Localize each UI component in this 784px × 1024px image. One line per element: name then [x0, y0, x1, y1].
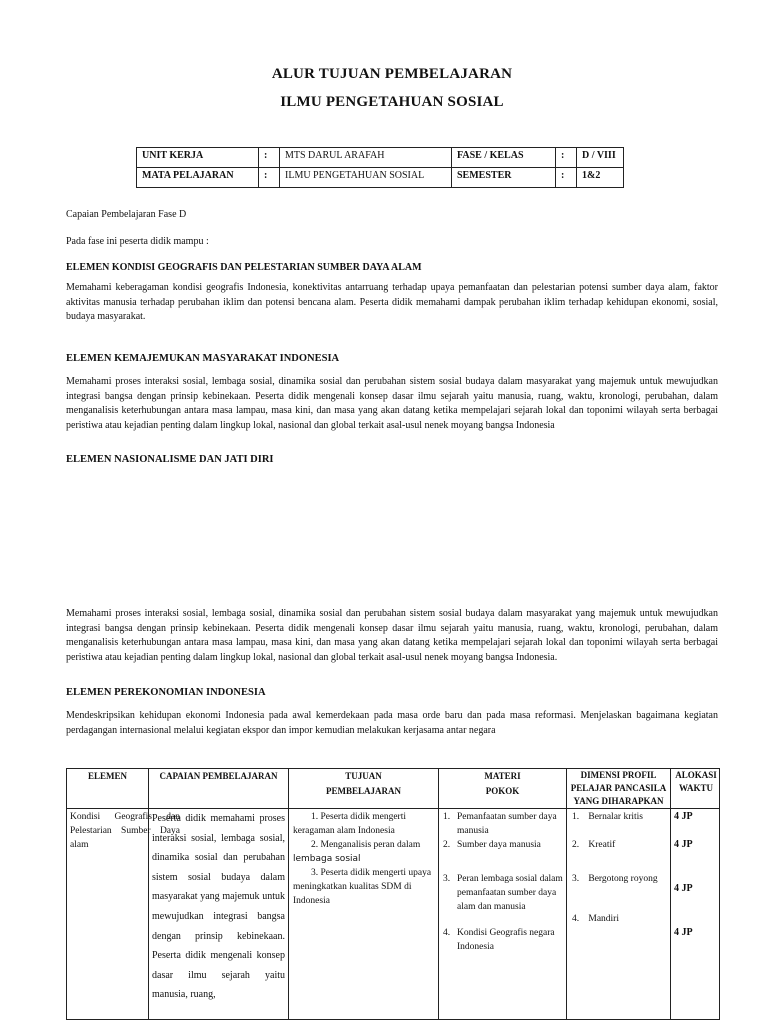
- tujuan-item: 1. Peserta didik mengerti keragaman alam Indonesia: [293, 812, 406, 836]
- header-alokasi: [671, 769, 721, 795]
- atp-table: [66, 768, 720, 1020]
- alokasi-item: 4 JP: [674, 811, 693, 822]
- alokasi-item: 4 JP: [674, 839, 693, 850]
- label-fase-kelas: FASE / KELAS: [452, 148, 556, 168]
- header-alokasi-line1: ALOKASI: [675, 770, 717, 780]
- materi-item: 2. Sumber daya manusia: [443, 840, 541, 850]
- elemen-nasionalisme-text: Memahami proses interaksi sosial, lembaga sosial, dinamika sosial dan perubahan sistem sosial budaya dalam masyarakat yang majemuk untuk mewujudkan integrasi bangsa dengan prinsip kebinekaan. Peserta didik mengenali konsep dasar ilmu sejarah yaitu manusia, ruang, waktu, kronologi, perubahan, dalam menganalisis keterhubungan antara masa lampau, masa kini, dan masa yang akan datang ketika mempelajari sejarah lokal dan toponimi wilayah serta berbagai peristiwa atau kejadian penting dalam lingkup lokal, nasional dan global terkait asal-usul nenek moyang bangsa Indonesia.: [66, 608, 718, 663]
- header-materi-line1: MATERI: [484, 771, 521, 781]
- alokasi-item: 4 JP: [674, 883, 693, 894]
- elemen-text: Kondisi Geografis dan Pelestarian Sumber Daya alam: [70, 812, 180, 850]
- cell-capaian: Peserta didik memahami proses interaksi sosial, lembaga sosial, dinamika sosial dan perubahan sistem sosial budaya dalam masyarakat yang majemuk untuk mewujudkan integrasi bangsa dengan prinsip kebinekaan. Peserta didik mengenali konsep dasar ilmu sejarah yaitu manusia, ruang,: [152, 813, 285, 1001]
- capaian-heading: Capaian Pembelajaran Fase D: [66, 209, 187, 220]
- tujuan-item-tail: lembaga sosial: [293, 854, 361, 864]
- dimensi-item: 2. Kreatif: [572, 840, 616, 850]
- cell-materi: [443, 810, 563, 954]
- tujuan-item: 2. Menganalisis peran dalam: [311, 840, 421, 850]
- document-subtitle: ILMU PENGETAHUAN SOSIAL: [280, 94, 504, 110]
- value-fase-kelas: D / VIII: [577, 148, 624, 168]
- dimensi-item: 1. Bernalar kritis: [572, 812, 643, 822]
- elemen-geografis-heading: ELEMEN KONDISI GEOGRAFIS DAN PELESTARIAN SUMBER DAYA ALAM: [66, 262, 422, 273]
- cell-alokasi: [674, 810, 718, 940]
- label-mata-pelajaran: MATA PELAJARAN: [137, 168, 259, 188]
- header-dimensi-line3: YANG DIHARAPKAN: [573, 796, 664, 806]
- info-table: [136, 147, 624, 188]
- header-materi-line2: POKOK: [485, 786, 520, 796]
- header-elemen: ELEMEN: [87, 771, 127, 781]
- document-title: ALUR TUJUAN PEMBELAJARAN: [271, 66, 513, 82]
- header-tujuan-line1: TUJUAN: [345, 771, 382, 781]
- info-row-mapel: [137, 168, 624, 188]
- value-mata-pelajaran: ILMU PENGETAHUAN SOSIAL: [280, 168, 452, 188]
- intro-text: Pada fase ini peserta didik mampu :: [66, 236, 209, 247]
- colon: :: [556, 168, 577, 188]
- header-tujuan: [289, 770, 438, 798]
- label-unit-kerja: UNIT KERJA: [137, 148, 259, 168]
- elemen-geografis-text: Memahami keberagaman kondisi geografis Indonesia, konektivitas antarruang terhadap upaya pemanfaatan dan pelestarian potensi sumber daya alam, faktor aktivitas manusia terhadap perubahan iklim dan potensi bencana alam. Peserta didik memahami dampak perubahan iklim terhadap kehidupan ekonomi, sosial, budaya masyarakat.: [66, 282, 718, 322]
- info-row-unit: [137, 148, 624, 168]
- header-capaian: CAPAIAN PEMBELAJARAN: [159, 771, 278, 781]
- elemen-nasionalisme-heading: ELEMEN NASIONALISME DAN JATI DIRI: [66, 454, 274, 465]
- colon: :: [556, 148, 577, 168]
- label-semester: SEMESTER: [452, 168, 556, 188]
- colon: :: [259, 168, 280, 188]
- header-dimensi: [567, 769, 670, 808]
- header-materi: [439, 770, 566, 798]
- cell-dimensi: [572, 810, 668, 926]
- cell-tujuan: [293, 810, 437, 908]
- header-dimensi-line1: DIMENSI PROFIL: [580, 770, 657, 780]
- dimensi-item: 4. Mandiri: [572, 914, 619, 924]
- elemen-perekonomian-heading: ELEMEN PEREKONOMIAN INDONESIA: [66, 687, 266, 698]
- value-semester: 1&2: [577, 168, 624, 188]
- elemen-perekonomian-text: Mendeskripsikan kehidupan ekonomi Indonesia pada awal kemerdekaan pada masa orde baru dan pada masa reformasi. Menjelaskan bagaimana kegiatan perdagangan internasional melalui kegiatan ekspor dan impor kemudian melakukan kerjasama antar negara: [66, 710, 718, 736]
- materi-item: 3. Peran lembaga sosial dalam pemanfaatan sumber daya alam dan manusia: [443, 874, 563, 912]
- colon: :: [259, 148, 280, 168]
- dimensi-item: 3. Bergotong royong: [572, 874, 658, 884]
- elemen-kemajemukan-heading: ELEMEN KEMAJEMUKAN MASYARAKAT INDONESIA: [66, 353, 340, 364]
- header-tujuan-line2: PEMBELAJARAN: [325, 786, 401, 796]
- alokasi-item: 4 JP: [674, 927, 693, 938]
- value-unit-kerja: MTS DARUL ARAFAH: [280, 148, 452, 168]
- elemen-kemajemukan-text: Memahami proses interaksi sosial, lembaga sosial, dinamika sosial dan perubahan sistem sosial budaya dalam masyarakat yang majemuk untuk mewujudkan integrasi bangsa dengan prinsip kebinekaan. Peserta didik mengenali konsep dasar ilmu sejarah yaitu manusia, ruang, waktu, kronologi, perubahan, dalam menganalisis keterhubungan antara masa lampau, masa kini, dan masa yang akan datang ketika mempelajari sejarah lokal dan toponimi wilayah serta berbagai peristiwa atau kejadian penting dalam lingkup lokal, nasional dan global terkait asal-usul nenek moyang bangsa Indonesia: [66, 376, 718, 431]
- header-alokasi-line2: WAKTU: [678, 783, 713, 793]
- header-dimensi-line2: PELAJAR PANCASILA: [570, 783, 667, 793]
- materi-item: 4. Kondisi Geografis negara Indonesia: [443, 928, 555, 952]
- tujuan-item: 3. Peserta didik mengerti upaya meningkatkan kualitas SDM di Indonesia: [293, 868, 432, 906]
- materi-item: 1. Pemanfaatan sumber daya manusia: [443, 812, 557, 836]
- cell-elemen: [70, 810, 180, 870]
